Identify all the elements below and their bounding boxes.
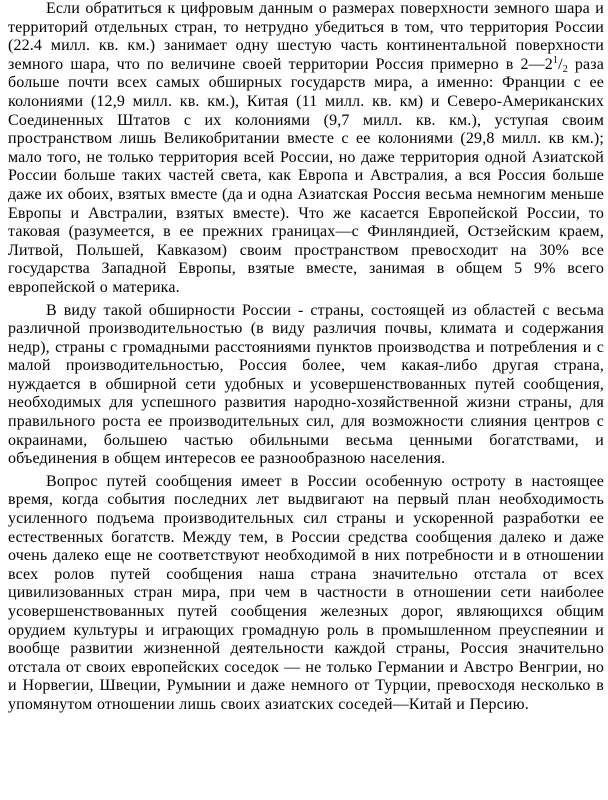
fraction-numerator: 1 xyxy=(552,54,559,66)
paragraph-territory-text-start: Если обратиться к цифровым данным о размерах поверхности земного шара и территорий отдельных стран, то нетрудно убедиться в том, что территория России (22.4 милл. кв. км.) занимает одну шестую часть континентальной поверхности земного шара, что по величине своей территории Россия примерно в 2—2 xyxy=(8,0,604,73)
paragraph-territory xyxy=(8,0,604,298)
paragraph-territory-text-end: раза больше почти всех самых обширных государств мира, а именно: Франции с ее колониями (12,9 милл. кв. км.), Китая (11 милл. кв. км) и Северо-Американских Соединенных Штатов с их колониями (9,7 милл. кв. км.), уступая своим пространством лишь Великобритании вместе с ее колониями (29,8 милл. кв км.); мало того, не только территория всей России, но даже территория одной Азиатской России больше таких частей света, как Европа и Австралия, а вся Россия больше даже их обоих, взятых вместе (да и одна Азиатская Россия весьма немногим меньше Европы и Австралии, взятых вместе). Что же касается Европейской России, то таковая (разумеется, в ее прежних границах—с Финляндией, Остзейским краем, Литвой, Польшей, Кавказом) своим пространством превосходит на 30% все государства Западной Европы, взятые вместе, занимая в общем 5 9% всего европейской о материка. xyxy=(8,55,604,296)
fraction-slash: / xyxy=(558,55,563,73)
fraction-denominator: 2 xyxy=(562,63,568,75)
paragraph-transport-question: Вопрос путей сообщения имеет в России особенную остроту в настоящее время, когда события последних лет выдвигают на первый план необходимость усиленного подъема производительных сил страны и ускоренной разработки ее естественных богатств. Между тем, в России средства сообщения далеко и даже очень далеко еще не соответствуют необходимой в них потребности и в отношении всех ролов путей сообщения наша страна значительно отстала от всех цивилизованных стран мира, при чем в частности в отношении сети наиболее усовершенствованных путей сообщения железных дорог, являющихся общим орудием культуры и играющих громадную роль в промышленном преуспеянии и вообще развитии жизненной деятельности каждой страны, Россия значительно отстала от своих европейских соседок — не только Германии и Австро Венгрии, но и Норвегии, Швеции, Румынии и даже немного от Турции, превосходя несколько в упомянутом отношении лишь своих азиатских соседей—Китай и Персию. xyxy=(8,472,604,713)
paragraph-vastness: В виду такой обширности России - страны, состоящей из областей с весьма различной производительностью (в виду различия почвы, климата и содержания недр), страны с громадными расстояниями пунктов производства и потребления и с малой производительностью, Россия более, чем какая-либо другая страна, нуждается в обширной сети удобных и усовершенствованных путей сообщения, необходимых для успешного развития народно-хозяйственной жизни страны, для правильного роста ее производительных сил, для возможности слияния центров с окраинами, большею частью обильными весьма ценными богатствами, и объединения в общем интересов ее разнообразною населения. xyxy=(8,301,604,468)
